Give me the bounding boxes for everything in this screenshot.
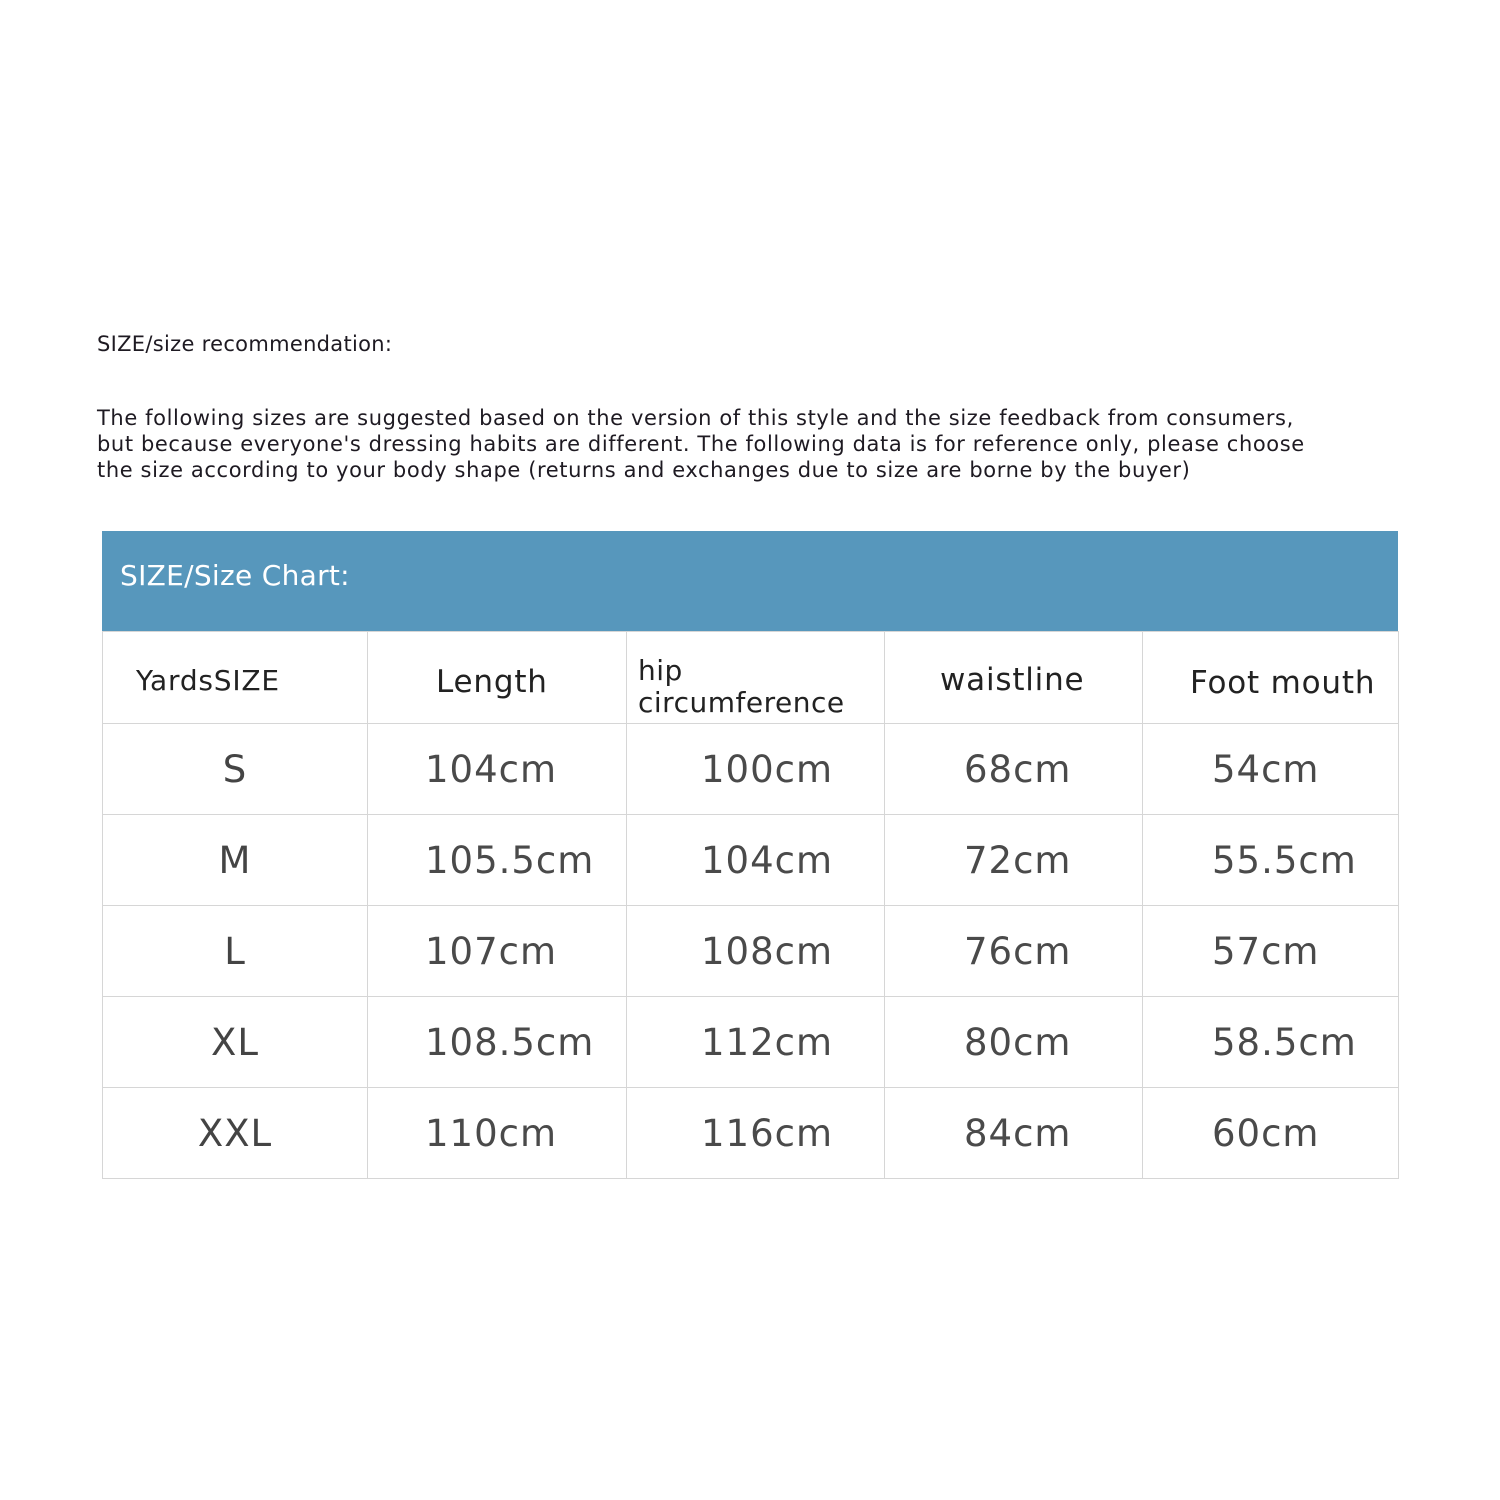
hip-cell	[627, 997, 885, 1088]
waist-value: 68cm	[964, 747, 1072, 791]
size-recommendation-title: SIZE/size recommendation:	[97, 332, 393, 356]
waist-cell	[885, 906, 1143, 997]
hip-value: 108cm	[701, 929, 834, 973]
foot-value: 54cm	[1212, 747, 1320, 791]
size-value: S	[222, 747, 248, 791]
foot-cell	[1143, 724, 1399, 815]
hip-cell	[627, 724, 885, 815]
waist-value: 80cm	[964, 1020, 1072, 1064]
table-row	[103, 815, 1399, 906]
foot-value: 55.5cm	[1212, 838, 1357, 882]
recommendation-line: The following sizes are suggested based on the version of this style and the size feedback from consumers,	[97, 406, 1294, 430]
hip-cell	[627, 1088, 885, 1179]
length-value: 105.5cm	[425, 838, 595, 882]
hip-value: 116cm	[701, 1111, 834, 1155]
table-row	[103, 724, 1399, 815]
foot-value: 58.5cm	[1212, 1020, 1357, 1064]
table-row	[103, 906, 1399, 997]
hip-cell	[627, 906, 885, 997]
foot-value: 57cm	[1212, 929, 1320, 973]
waist-value: 72cm	[964, 838, 1072, 882]
header-hip-label-line1: hip	[638, 654, 683, 687]
waist-cell	[885, 815, 1143, 906]
recommendation-line: the size according to your body shape (returns and exchanges due to size are borne by the buyer)	[97, 458, 1191, 482]
header-foot-label: Foot mouth	[1190, 665, 1376, 701]
header-hip-label-line2: circumference	[638, 686, 845, 719]
foot-cell	[1143, 906, 1399, 997]
waist-cell	[885, 997, 1143, 1088]
size-recommendation-text	[97, 405, 1407, 483]
length-cell	[368, 997, 627, 1088]
size-chart-banner	[102, 531, 1398, 631]
foot-cell	[1143, 1088, 1399, 1179]
hip-value: 100cm	[701, 747, 834, 791]
size-value: M	[218, 838, 252, 882]
length-value: 108.5cm	[425, 1020, 595, 1064]
size-cell	[103, 815, 368, 906]
header-size-label: YardsSIZE	[136, 664, 280, 697]
size-cell	[103, 724, 368, 815]
foot-cell	[1143, 815, 1399, 906]
size-cell	[103, 1088, 368, 1179]
length-cell	[368, 906, 627, 997]
table-row	[103, 997, 1399, 1088]
length-value: 104cm	[425, 747, 558, 791]
hip-value: 104cm	[701, 838, 834, 882]
length-value: 110cm	[425, 1111, 558, 1155]
header-length-label: Length	[436, 664, 548, 700]
size-cell	[103, 906, 368, 997]
hip-value: 112cm	[701, 1020, 834, 1064]
size-value: XL	[211, 1020, 259, 1064]
foot-cell	[1143, 997, 1399, 1088]
waist-cell	[885, 724, 1143, 815]
header-waist-label: waistline	[940, 662, 1085, 698]
size-chart	[102, 531, 1398, 1190]
size-value: XXL	[197, 1111, 273, 1155]
size-chart-title: SIZE/Size Chart:	[120, 559, 350, 592]
size-table	[102, 631, 1399, 1179]
header-cell-foot	[1143, 632, 1399, 724]
header-cell-length	[368, 632, 627, 724]
table-row	[103, 1088, 1399, 1179]
length-cell	[368, 815, 627, 906]
size-value: L	[224, 929, 246, 973]
length-cell	[368, 1088, 627, 1179]
waist-value: 76cm	[964, 929, 1072, 973]
header-cell-waist	[885, 632, 1143, 724]
header-cell-hip	[627, 632, 885, 724]
size-cell	[103, 997, 368, 1088]
length-cell	[368, 724, 627, 815]
waist-cell	[885, 1088, 1143, 1179]
waist-value: 84cm	[964, 1111, 1072, 1155]
foot-value: 60cm	[1212, 1111, 1320, 1155]
length-value: 107cm	[425, 929, 558, 973]
table-header-row	[103, 632, 1399, 724]
recommendation-line: but because everyone's dressing habits are different. The following data is for reference only, please choose	[97, 432, 1305, 456]
header-cell-size	[103, 632, 368, 724]
hip-cell	[627, 815, 885, 906]
